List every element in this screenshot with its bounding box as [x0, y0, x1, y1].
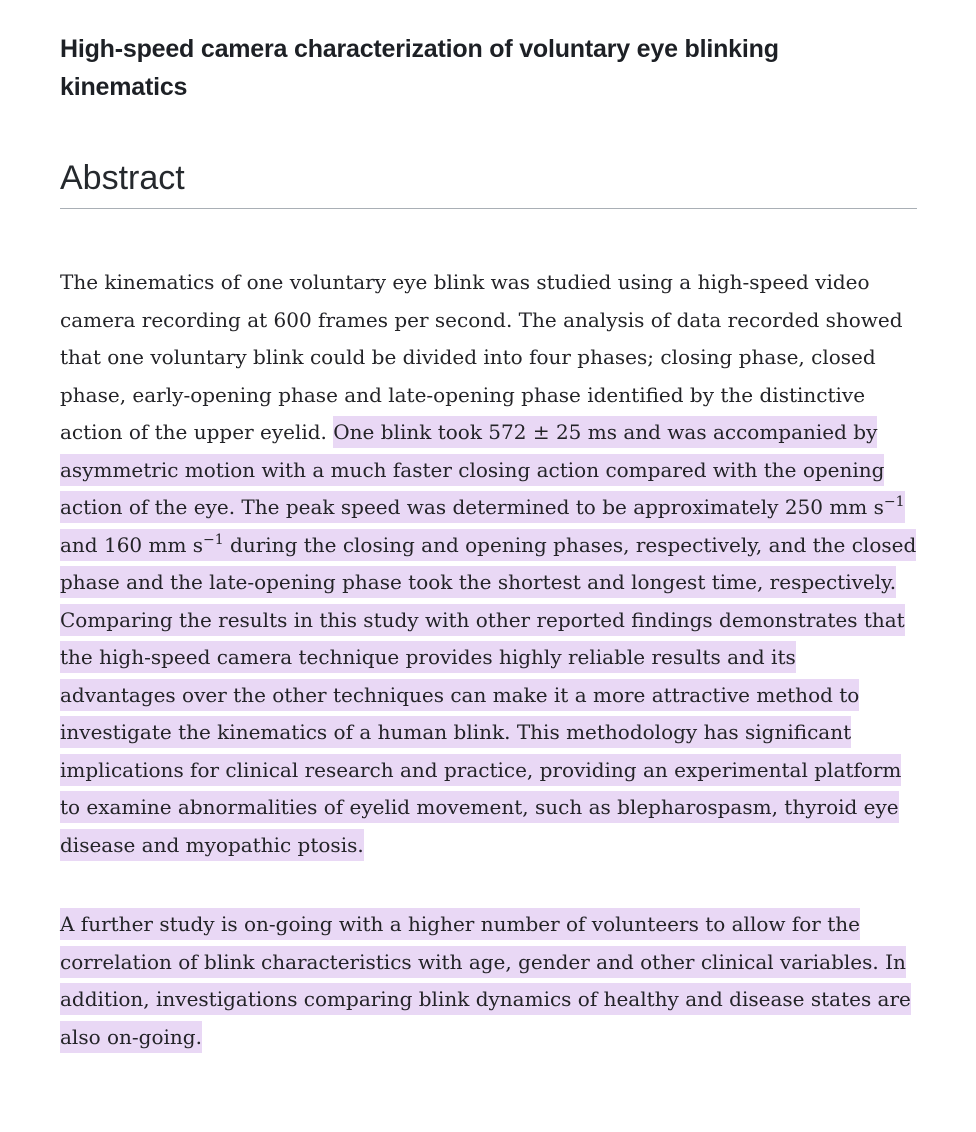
abstract-paragraph-1 — [60, 264, 917, 864]
abstract-paragraph-2-highlighted-text: A further study is on-going with a higher number of volunteers to allow for the correlation of blink characteristics with age, gender and other clinical variables. In addition, investigations comparing blink dynamics of healthy and disease states are also on-going. — [60, 908, 911, 1053]
abstract-body — [60, 264, 917, 1056]
abstract-heading: Abstract — [60, 158, 917, 209]
abstract-paragraph-2 — [60, 906, 917, 1056]
abstract-paragraph-1-highlighted-text: One blink took 572 ± 25 ms and was accompanied by asymmetric motion with a much faster closing action compared with the opening action of the eye. The peak speed was determined to be approximately 250 mm $s^{-1}$ and 160 mm $s^{-1}$ during the closing and opening phases, respectively, and the closed phase and the late-opening phase took the shortest and longest time, respectively. Comparing the results in this study with other reported findings demonstrates that the high-speed camera technique provides highly reliable results and its advantages over the other techniques can make it a more attractive method to investigate the kinematics of a human blink. This methodology has significant implications for clinical research and practice, providing an experimental platform to examine abnormalities of eyelid movement, such as blepharospasm, thyroid eye disease and myopathic ptosis. — [60, 416, 916, 861]
abstract-section — [60, 158, 917, 1056]
abstract-paragraph-1-plain-text: The kinematics of one voluntary eye blink was studied using a high-speed video camera recording at 600 frames per second. The analysis of data recorded showed that one voluntary blink could be divided into four phases; closing phase, closed phase, early-opening phase and late-opening phase identified by the distinctive action of the upper eyelid. — [60, 270, 903, 444]
article-title: High-speed camera characterization of voluntary eye blinking kinematics — [60, 35, 779, 101]
